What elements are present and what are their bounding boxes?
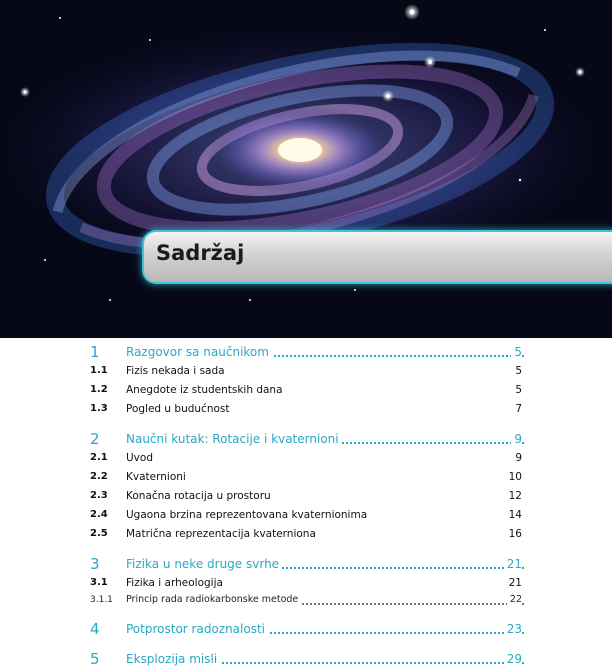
page-number: 9	[512, 449, 522, 467]
section-title: Kvaternioni	[126, 468, 189, 486]
section-number: 2.2	[90, 471, 108, 482]
toc-section-2-3[interactable]	[0, 487, 612, 505]
page-number: 5	[512, 362, 522, 380]
chapter-number: 2	[90, 430, 100, 448]
chapter-title: Naučni kutak: Rotacije i kvaternioni	[126, 430, 342, 448]
toc-chapter-2[interactable]	[0, 430, 612, 448]
chapter-title: Razgovor sa naučnikom	[126, 343, 272, 361]
title-banner	[142, 230, 612, 284]
chapter-title: Eksplozija misli	[126, 650, 220, 668]
subsection-number: 3.1.1	[90, 595, 113, 605]
toc-section-1-3[interactable]	[0, 400, 612, 418]
section-title: Fizis nekada i sada	[126, 362, 228, 380]
page-number: 7	[512, 400, 522, 418]
section-number: 2.1	[90, 452, 108, 463]
chapter-number: 4	[90, 620, 100, 638]
page-number: 10	[506, 468, 522, 486]
toc-section-1-2[interactable]	[0, 381, 612, 399]
toc-chapter-3[interactable]	[0, 555, 612, 573]
chapter-number: 1	[90, 343, 100, 361]
page-number: 29	[504, 650, 522, 668]
page-number: 12	[506, 487, 522, 505]
subsection-title: Princip rada radiokarbonske metode	[126, 591, 301, 609]
toc-section-3-1[interactable]	[0, 574, 612, 592]
section-title: Fizika i arheologija	[126, 574, 226, 592]
section-title: Matrična reprezentacija kvaterniona	[126, 525, 319, 543]
toc-section-1-1[interactable]	[0, 362, 612, 380]
section-title: Konačna rotacija u prostoru	[126, 487, 274, 505]
toc-section-2-2[interactable]	[0, 468, 612, 486]
section-number: 3.1	[90, 577, 108, 588]
chapter-number: 5	[90, 650, 100, 668]
section-number: 1.3	[90, 403, 108, 414]
page-number: 21	[504, 555, 522, 573]
section-number: 2.4	[90, 509, 108, 520]
section-title: Anegdote iz studentskih dana	[126, 381, 286, 399]
page-number: 23	[504, 620, 522, 638]
chapter-title: Fizika u neke druge svrhe	[126, 555, 282, 573]
page-title: Sadržaj	[156, 241, 245, 265]
page-number: 9	[511, 430, 522, 448]
page-number: 5	[511, 343, 522, 361]
toc-section-2-5[interactable]	[0, 525, 612, 543]
page-number: 21	[506, 574, 522, 592]
page-number: 14	[506, 506, 522, 524]
section-number: 1.2	[90, 384, 108, 395]
section-number: 1.1	[90, 365, 108, 376]
section-title: Uvod	[126, 449, 156, 467]
toc-chapter-4[interactable]	[0, 620, 612, 638]
page-number: 22	[507, 591, 522, 609]
page-number: 5	[512, 381, 522, 399]
toc-section-2-1[interactable]	[0, 449, 612, 467]
chapter-number: 3	[90, 555, 100, 573]
page-number: 16	[506, 525, 522, 543]
section-number: 2.5	[90, 528, 108, 539]
toc-subsection-3-1-1[interactable]	[0, 591, 612, 609]
toc-section-2-4[interactable]	[0, 506, 612, 524]
toc-chapter-1[interactable]	[0, 343, 612, 361]
chapter-title: Potprostor radoznalosti	[126, 620, 268, 638]
section-number: 2.3	[90, 490, 108, 501]
toc-chapter-5[interactable]	[0, 650, 612, 668]
section-title: Ugaona brzina reprezentovana kvaternionima	[126, 506, 370, 524]
section-title: Pogled u budućnost	[126, 400, 233, 418]
